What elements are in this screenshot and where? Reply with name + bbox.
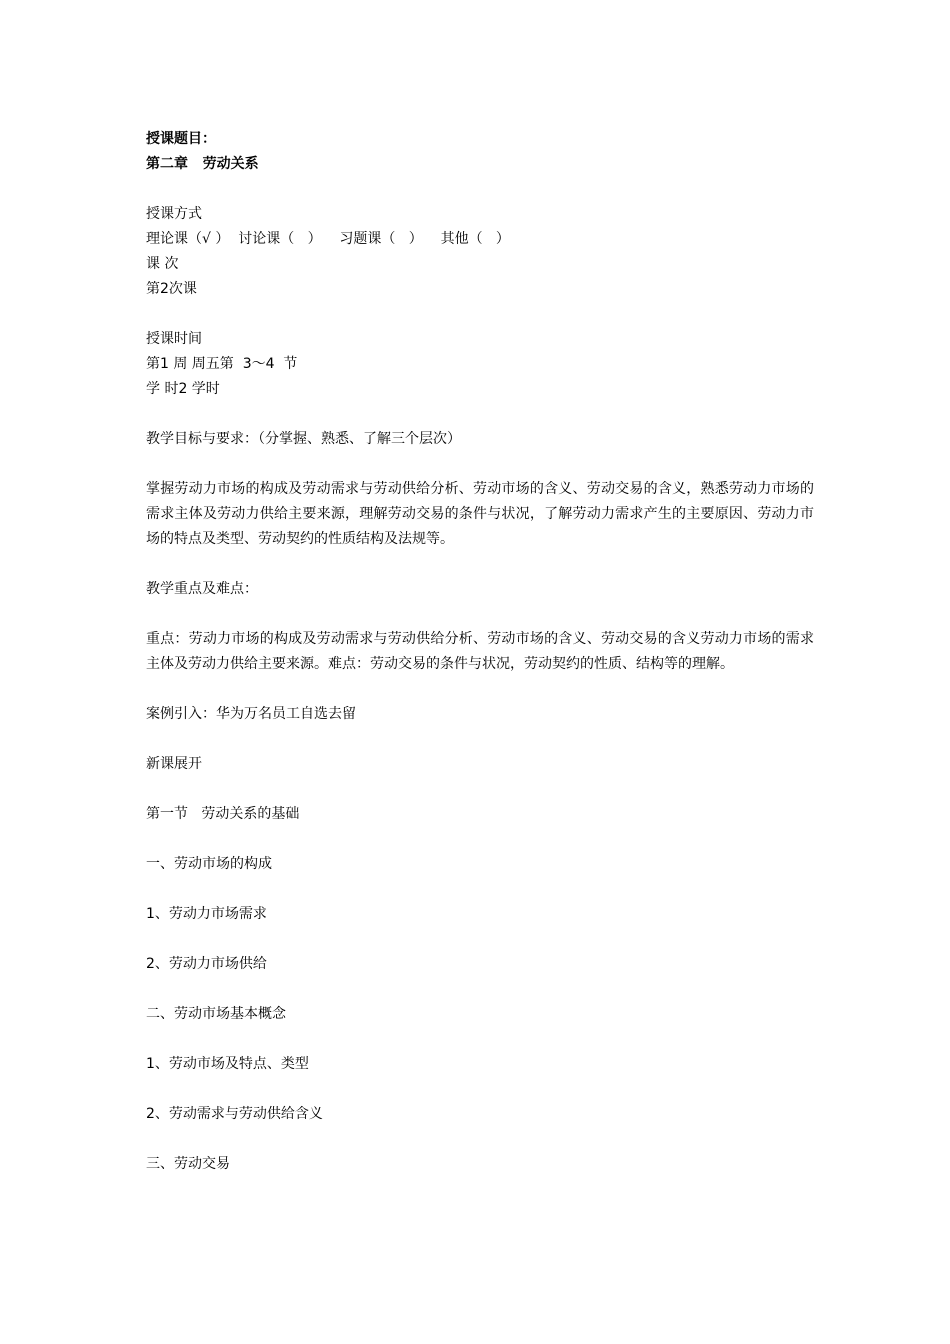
spacer <box>146 677 814 702</box>
spacer <box>146 552 814 577</box>
key-points-heading: 教学重点及难点： <box>146 581 258 597</box>
outline-item: 三、劳动交易 <box>146 1156 230 1172</box>
spacer <box>146 777 814 802</box>
teaching-mode-label: 授课方式 <box>146 206 202 222</box>
objectives-heading: 教学目标与要求：（分掌握、熟悉、了解三个层次） <box>146 431 461 447</box>
spacer <box>146 827 814 852</box>
spacer <box>146 402 814 427</box>
spacer <box>146 1127 814 1152</box>
session-label: 课 次 <box>146 256 179 272</box>
session-value: 第2次课 <box>146 281 197 297</box>
spacer <box>146 302 814 327</box>
spacer <box>146 452 814 477</box>
spacer <box>146 1027 814 1052</box>
document-body <box>146 127 814 1177</box>
new-lesson: 新课展开 <box>146 756 202 772</box>
spacer <box>146 727 814 752</box>
outline-item: 第一节 劳动关系的基础 <box>146 806 300 822</box>
time-label: 授课时间 <box>146 331 202 347</box>
outline-item: 1、劳动市场及特点、类型 <box>146 1056 309 1072</box>
outline-item: 二、劳动市场基本概念 <box>146 1006 286 1022</box>
teaching-mode-options: 理论课（√ ） 讨论课（ ） 习题课（ ） 其他（ ） <box>146 231 510 247</box>
case-intro: 案例引入：华为万名员工自选去留 <box>146 706 356 722</box>
outline-item: 一、劳动市场的构成 <box>146 856 272 872</box>
key-points-text: 重点：劳动力市场的构成及劳动需求与劳动供给分析、劳动市场的含义、劳动交易的含义劳动力市场的需求主体及劳动力供给主要来源。难点：劳动交易的条件与状况，劳动契约的性质、结构等的理解。 <box>146 631 814 672</box>
time-value: 第1 周 周五第 3～4 节 <box>146 356 298 372</box>
spacer <box>146 977 814 1002</box>
spacer <box>146 602 814 627</box>
topic-label: 授课题目： <box>146 131 216 147</box>
chapter-title: 第二章 劳动关系 <box>146 156 259 172</box>
outline-item: 2、劳动需求与劳动供给含义 <box>146 1106 323 1122</box>
outline-item: 2、劳动力市场供给 <box>146 956 267 972</box>
spacer <box>146 177 814 202</box>
outline-item: 1、劳动力市场需求 <box>146 906 267 922</box>
spacer <box>146 877 814 902</box>
spacer <box>146 1077 814 1102</box>
spacer <box>146 927 814 952</box>
hours-value: 学 时2 学时 <box>146 381 220 397</box>
objectives-text: 掌握劳动力市场的构成及劳动需求与劳动供给分析、劳动市场的含义、劳动交易的含义，熟悉劳动力市场的需求主体及劳动力供给主要来源，理解劳动交易的条件与状况，了解劳动力需求产生的主要原因、劳动力市场的特点及类型、劳动契约的性质结构及法规等。 <box>146 481 814 547</box>
